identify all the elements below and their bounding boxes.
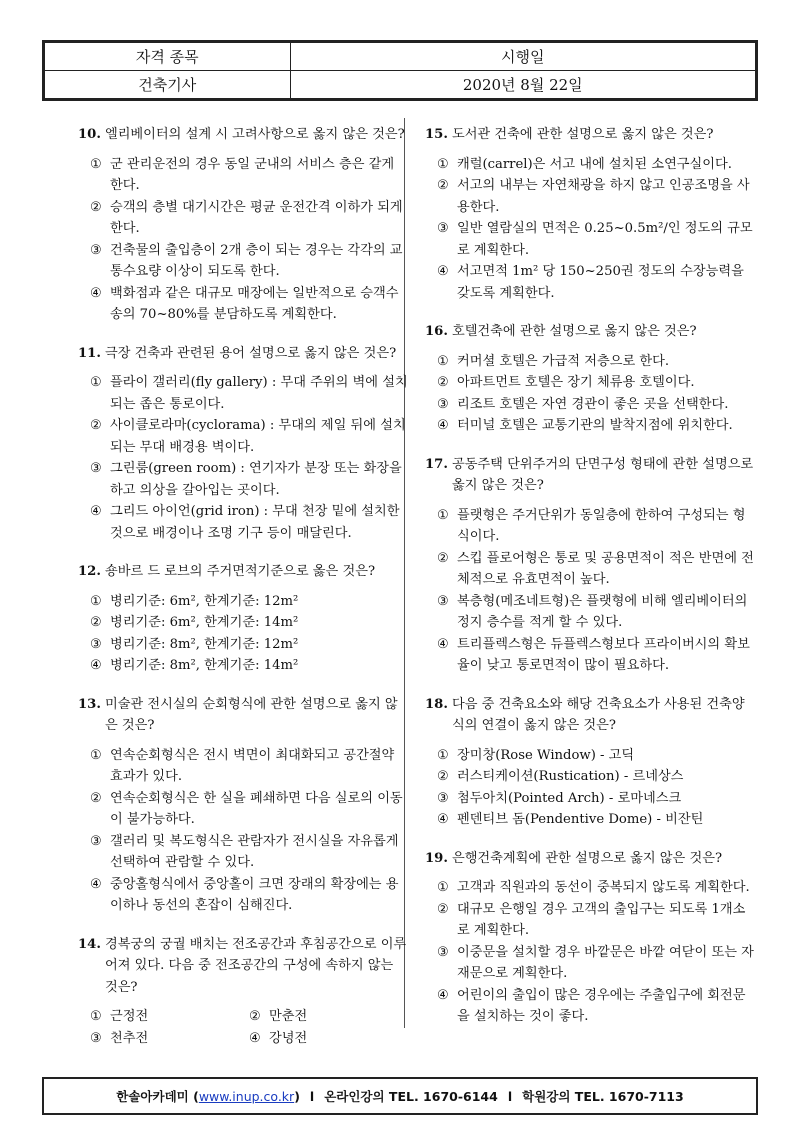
- answer-option[interactable]: [437, 261, 755, 304]
- option-text: 서고면적 1m² 당 150~250권 정도의 수장능력을 갖도록 계획한다.: [457, 264, 744, 301]
- answer-options: [425, 505, 755, 677]
- answer-option[interactable]: [437, 942, 755, 985]
- answer-option[interactable]: [90, 197, 408, 240]
- option-marker: ④: [90, 876, 102, 892]
- question-item: [425, 694, 755, 831]
- answer-option[interactable]: [437, 505, 755, 548]
- exam-header-table: [42, 40, 758, 101]
- question-text: 미술관 전시실의 순회형식에 관한 설명으로 옳지 않은 것은?: [104, 696, 398, 733]
- option-text: 연속순회형식은 전시 벽면이 최대화되고 공간절약 효과가 있다.: [110, 747, 395, 784]
- right-column: [425, 124, 755, 1028]
- option-marker: ③: [437, 396, 449, 412]
- question-item: [78, 124, 408, 326]
- answer-option[interactable]: [249, 1006, 408, 1028]
- answer-option[interactable]: [437, 372, 755, 394]
- option-marker: ④: [90, 285, 102, 301]
- option-text: 아파트먼트 호텔은 장기 체류용 호텔이다.: [457, 375, 695, 390]
- option-text: 스킵 플로어형은 통로 및 공용면적이 적은 반면에 전체적으로 유효면적이 높다.: [457, 550, 754, 587]
- header-date-value: 2020년 8월 22일: [290, 71, 755, 99]
- question-number: 16.: [425, 324, 448, 339]
- answer-option[interactable]: [437, 985, 755, 1028]
- question-item: [425, 321, 755, 437]
- answer-option[interactable]: [90, 831, 408, 874]
- option-marker: ②: [90, 199, 102, 215]
- question-number: 14.: [78, 936, 101, 952]
- question-number: 19.: [425, 850, 448, 866]
- question-title: [78, 561, 408, 583]
- option-marker: ④: [437, 636, 449, 652]
- question-number: 10.: [78, 127, 101, 142]
- option-text: 병리기준: 6m², 한계기준: 12m²: [110, 593, 299, 609]
- answer-options: [425, 745, 755, 831]
- answer-option[interactable]: [249, 1028, 408, 1050]
- answer-options: [78, 1006, 408, 1049]
- question-title: [425, 848, 755, 870]
- option-marker: ③: [90, 1030, 102, 1046]
- answer-option[interactable]: [437, 218, 755, 261]
- option-marker: ①: [90, 375, 102, 390]
- option-marker: ②: [437, 178, 449, 193]
- answer-options: [78, 745, 408, 917]
- option-marker: ①: [437, 156, 449, 172]
- header-subject-label: 자격 종목: [45, 43, 291, 71]
- question-title: [78, 694, 408, 737]
- option-marker: ④: [437, 812, 449, 827]
- option-marker: ③: [437, 221, 449, 236]
- answer-option[interactable]: [437, 415, 755, 437]
- answer-option[interactable]: [90, 415, 408, 458]
- option-marker: ①: [437, 880, 449, 895]
- question-item: [78, 343, 408, 545]
- option-marker: ③: [437, 593, 449, 609]
- option-text: 펜덴티브 돔(Pendentive Dome) - 비잔틴: [457, 812, 704, 827]
- answer-option[interactable]: [437, 154, 755, 176]
- answer-option[interactable]: [90, 283, 408, 326]
- answer-options: [78, 591, 408, 677]
- question-number: 15.: [425, 127, 448, 142]
- question-text: 숑바르 드 로브의 주거면적기준으로 옳은 것은?: [104, 564, 376, 579]
- question-number: 17.: [425, 456, 448, 472]
- option-marker: ①: [437, 747, 449, 763]
- answer-option[interactable]: [437, 899, 755, 942]
- footer-separator: l: [507, 1088, 513, 1104]
- header-date-label: 시행일: [290, 43, 755, 71]
- question-text: 다음 중 건축요소와 해당 건축요소가 사용된 건축양식의 연결이 옳지 않은 것은?: [451, 696, 745, 733]
- question-item: [425, 124, 755, 304]
- option-marker: ①: [90, 747, 102, 763]
- option-text: 러스티케이션(Rustication) - 르네상스: [457, 769, 684, 784]
- answer-option[interactable]: [437, 394, 755, 416]
- option-marker: ④: [437, 264, 449, 279]
- answer-option[interactable]: [437, 809, 755, 831]
- option-marker: ④: [437, 418, 449, 433]
- question-title: [425, 454, 755, 497]
- option-text: 병리기준: 8m², 한계기준: 12m²: [110, 636, 299, 652]
- answer-option[interactable]: [437, 877, 755, 899]
- option-marker: ②: [90, 790, 102, 806]
- option-text: 이중문을 설치할 경우 바깥문은 바깥 여닫이 또는 자재문으로 계획한다.: [457, 944, 754, 981]
- answer-option[interactable]: [90, 458, 408, 501]
- option-text: 플랫형은 주거단위가 동일층에 한하여 구성되는 형식이다.: [457, 507, 746, 544]
- option-text: 사이클로라마(cyclorama) : 무대의 제일 뒤에 설치되는 무대 배경용 벽이다.: [110, 418, 406, 455]
- option-text: 고객과 직원과의 동선이 중복되지 않도록 계획한다.: [457, 880, 750, 895]
- option-marker: ③: [90, 242, 102, 258]
- option-marker: ③: [90, 461, 102, 476]
- option-text: 일반 열람실의 면적은 0.25~0.5m²/인 정도의 규모로 계획한다.: [457, 221, 753, 258]
- option-marker: ④: [437, 987, 449, 1003]
- answer-options: [78, 154, 408, 326]
- question-item: [78, 694, 408, 917]
- option-text: 캐럴(carrel)은 서고 내에 설치된 소연구실이다.: [457, 156, 732, 172]
- option-text: 승객의 층별 대기시간은 평균 운전간격 이하가 되게 한다.: [110, 199, 403, 236]
- option-marker: ①: [437, 353, 449, 369]
- option-text: 건축물의 출입층이 2개 층이 되는 경우는 각각의 교통수요량 이상이 되도록 한다.: [110, 242, 403, 279]
- question-item: [425, 454, 755, 677]
- option-text: 병리기준: 8m², 한계기준: 14m²: [110, 658, 299, 673]
- option-text: 리조트 호텔은 자연 경관이 좋은 곳을 선택한다.: [457, 396, 729, 412]
- option-text: 갤러리 및 복도형식은 관람자가 전시실을 자유롭게 선택하여 관람할 수 있다.: [110, 833, 399, 870]
- question-title: [425, 321, 755, 343]
- question-title: [78, 934, 408, 999]
- answer-option[interactable]: [90, 240, 408, 283]
- answer-option[interactable]: [437, 351, 755, 373]
- option-text: 트리플렉스형은 듀플렉스형보다 프라이버시의 확보율이 낮고 통로면적이 많이 필요하다.: [457, 636, 750, 673]
- answer-options: [425, 351, 755, 437]
- option-marker: ③: [437, 790, 449, 806]
- answer-option[interactable]: [90, 655, 408, 677]
- answer-options: [425, 154, 755, 305]
- option-marker: ②: [437, 375, 449, 390]
- option-text: 서고의 내부는 자연채광을 하지 않고 인공조명을 사용한다.: [457, 178, 750, 215]
- answer-option[interactable]: [90, 788, 408, 831]
- option-text: 천추전: [110, 1030, 149, 1046]
- option-text: 복층형(메조네트형)은 플랫형에 비해 엘리베이터의 정지 층수를 적게 할 수 있다.: [457, 593, 748, 630]
- option-marker: ③: [437, 944, 449, 960]
- question-number: 13.: [78, 696, 101, 712]
- question-number: 12.: [78, 564, 101, 579]
- option-text: 그리드 아이언(grid iron) : 무대 천장 밑에 설치한 것으로 배경이나 조명 기구 등이 매달린다.: [110, 504, 400, 541]
- question-title: [425, 694, 755, 737]
- answer-options: [78, 372, 408, 544]
- answer-option[interactable]: [90, 372, 408, 415]
- question-item: [425, 848, 755, 1028]
- footer-offline-phone: 학원강의 TEL. 1670-7113: [522, 1089, 684, 1104]
- question-text: 공동주택 단위주거의 단면구성 형태에 관한 설명으로 옳지 않은 것은?: [451, 456, 754, 493]
- question-text: 도서관 건축에 관한 설명으로 옳지 않은 것은?: [451, 127, 714, 142]
- option-marker: ②: [90, 418, 102, 433]
- option-text: 어린이의 출입이 많은 경우에는 주출입구에 회전문을 설치하는 것이 좋다.: [457, 987, 746, 1024]
- option-text: 대규모 은행일 경우 고객의 출입구는 되도록 1개소로 계획한다.: [457, 901, 746, 938]
- option-text: 첨두아치(Pointed Arch) - 로마네스크: [457, 790, 682, 806]
- question-text: 경복궁의 궁궐 배치는 전조공간과 후침공간으로 이루어져 있다. 다음 중 전조공간의 구성에 속하지 않는 것은?: [104, 936, 407, 995]
- option-text: 백화점과 같은 대규모 매장에는 일반적으로 승객수송의 70~80%를 분담하도록 계획한다.: [110, 285, 399, 322]
- option-marker: ④: [249, 1030, 261, 1046]
- footer-url-link[interactable]: www.inup.co.kr: [198, 1088, 295, 1104]
- answer-option[interactable]: [437, 745, 755, 767]
- option-marker: ③: [90, 636, 102, 652]
- answer-option[interactable]: [437, 766, 755, 788]
- question-title: [425, 124, 755, 146]
- footer-brand: 한솔아카데미: [116, 1089, 189, 1104]
- option-marker: ②: [90, 615, 102, 630]
- question-number: 18.: [425, 696, 448, 712]
- option-marker: ③: [90, 833, 102, 849]
- question-text: 엘리베이터의 설계 시 고려사항으로 옳지 않은 것은?: [104, 127, 405, 142]
- question-title: [78, 343, 408, 365]
- question-text: 호텔건축에 관한 설명으로 옳지 않은 것은?: [451, 324, 697, 339]
- option-text: 플라이 갤러리(fly gallery) : 무대 주위의 벽에 설치되는 좁은 통로이다.: [110, 375, 408, 412]
- footer-separator: l: [309, 1088, 315, 1104]
- option-text: 장미창(Rose Window) - 고딕: [457, 747, 635, 763]
- answer-option[interactable]: [90, 745, 408, 788]
- option-text: 연속순회형식은 한 실을 폐쇄하면 다음 실로의 이동이 불가능하다.: [110, 790, 403, 827]
- answer-option[interactable]: [437, 788, 755, 810]
- option-marker: ①: [90, 1009, 102, 1024]
- question-title: [78, 124, 408, 146]
- answer-option[interactable]: [437, 591, 755, 634]
- option-text: 그린룸(green room) : 연기자가 분장 또는 화장을 하고 의상을 갈아입는 곳이다.: [110, 461, 402, 498]
- option-marker: ④: [90, 504, 102, 519]
- header-subject-value: 건축기사: [45, 71, 291, 99]
- option-text: 터미널 호텔은 교통기관의 발착지점에 위치한다.: [457, 418, 733, 433]
- answer-option[interactable]: [437, 548, 755, 591]
- option-text: 강녕전: [269, 1030, 308, 1046]
- question-number: 11.: [78, 345, 101, 361]
- answer-option[interactable]: [437, 175, 755, 218]
- answer-option[interactable]: [90, 501, 408, 544]
- option-text: 커머셜 호텔은 가급적 저층으로 한다.: [457, 353, 670, 369]
- option-marker: ②: [437, 769, 449, 784]
- option-text: 병리기준: 6m², 한계기준: 14m²: [110, 615, 299, 630]
- answer-option[interactable]: [90, 874, 408, 917]
- answer-options: [425, 877, 755, 1028]
- answer-option[interactable]: [90, 634, 408, 656]
- option-text: 만춘전: [269, 1009, 308, 1024]
- option-marker: ①: [437, 507, 449, 523]
- question-item: [78, 934, 408, 1050]
- option-marker: ②: [437, 901, 449, 917]
- option-marker: ④: [90, 658, 102, 673]
- option-marker: ①: [90, 593, 102, 609]
- answer-option[interactable]: [437, 634, 755, 677]
- answer-option[interactable]: [90, 612, 408, 634]
- option-marker: ②: [249, 1009, 261, 1024]
- question-item: [78, 561, 408, 677]
- question-text: 은행건축계획에 관한 설명으로 옳지 않은 것은?: [451, 850, 723, 866]
- answer-option[interactable]: [90, 1006, 249, 1028]
- option-marker: ②: [437, 550, 449, 566]
- option-marker: ①: [90, 156, 102, 172]
- answer-option[interactable]: [90, 154, 408, 197]
- footer-online-phone: 온라인강의 TEL. 1670-6144: [324, 1089, 498, 1104]
- answer-option[interactable]: [90, 591, 408, 613]
- option-text: 군 관리운전의 경우 동일 군내의 서비스 층은 같게 한다.: [110, 156, 395, 193]
- option-text: 중앙홀형식에서 중앙홀이 크면 장래의 확장에는 용이하나 동선의 혼잡이 심해진다.: [110, 876, 399, 913]
- answer-option[interactable]: [90, 1028, 249, 1050]
- footer-bar: 한솔아카데미 ( www.inup.co.kr ) l 온라인강의 TEL. 1670-6144 l 학원강의 TEL. 1670-7113: [42, 1077, 758, 1115]
- left-column: [78, 124, 408, 1049]
- question-text: 극장 건축과 관련된 용어 설명으로 옳지 않은 것은?: [104, 345, 397, 361]
- option-text: 근정전: [110, 1009, 149, 1024]
